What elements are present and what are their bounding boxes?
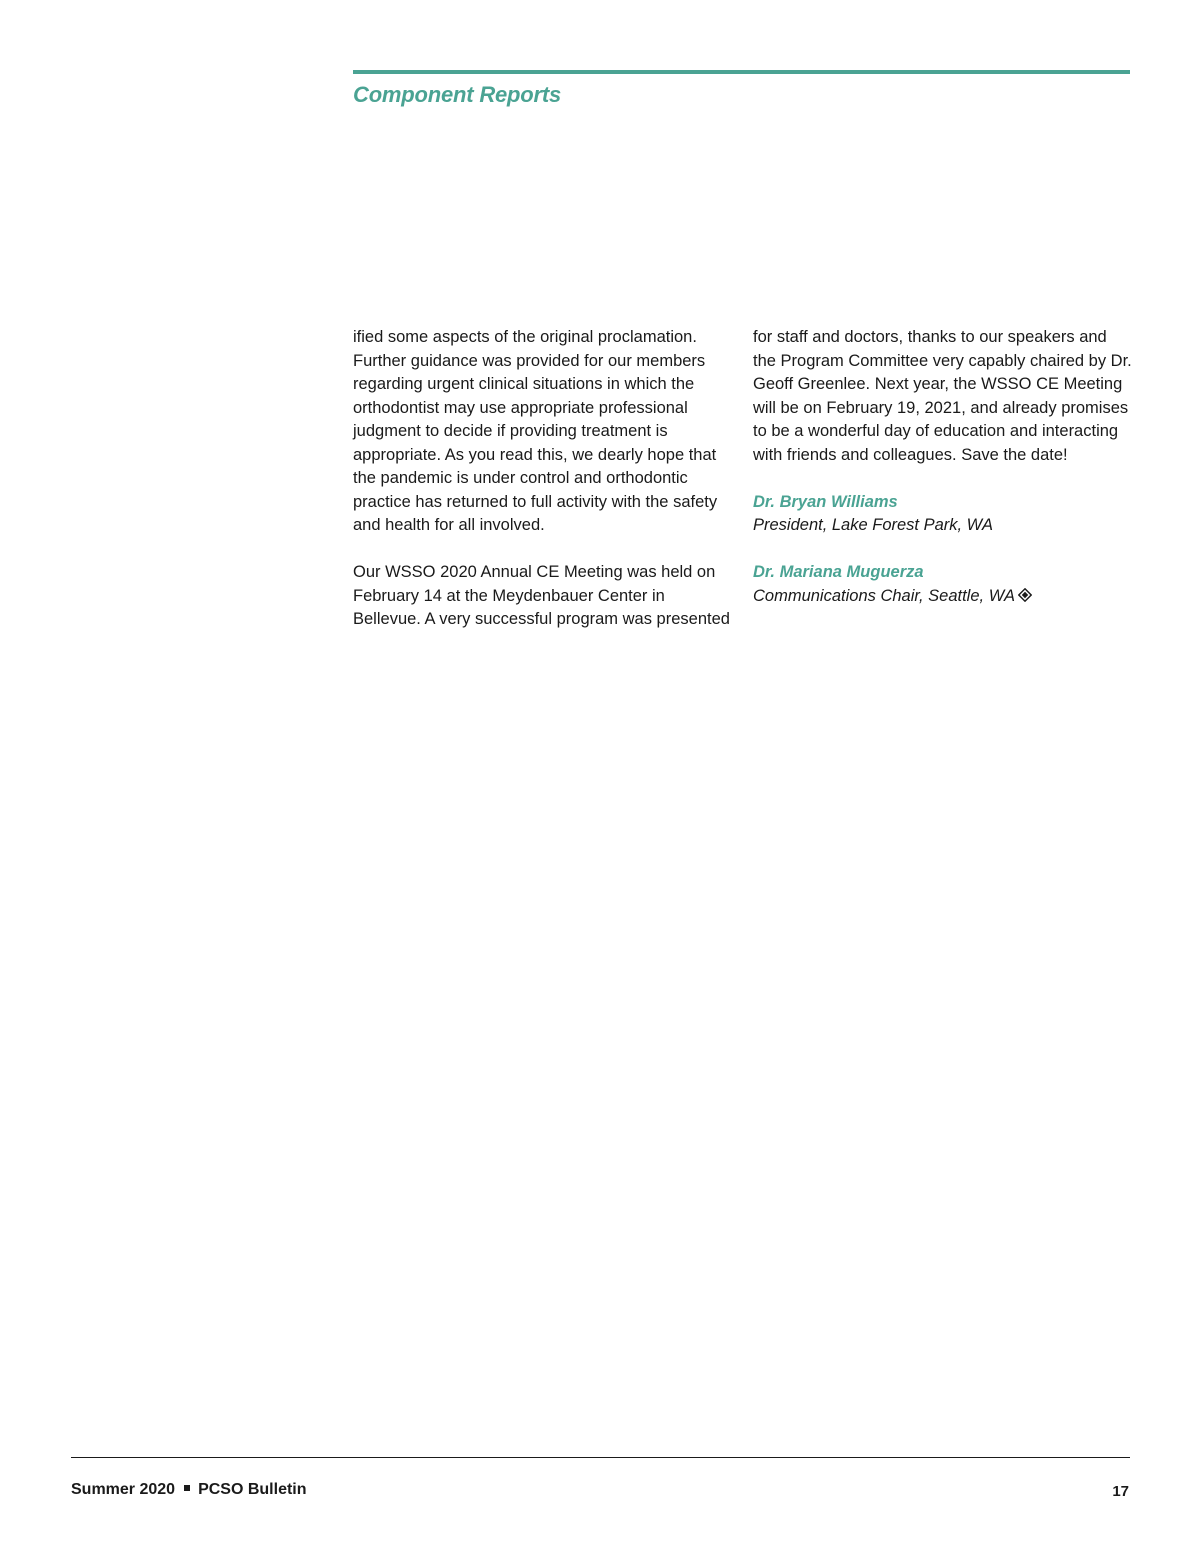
body-paragraph: Our WSSO 2020 Annual CE Meeting was held on February 14 at the Meydenbauer Center in Bellevue. A very successful program was presented — [353, 563, 730, 628]
signature-block — [753, 561, 1133, 608]
signature-block — [753, 491, 1133, 538]
body-paragraph: ified some aspects of the original proclamation. Further guidance was provided for our members regarding urgent clinical situations in which the orthodontist may use appropriate professional judgment to decide if providing treatment is appropriate. As you read this, we dearly hope that the pandemic is under control and orthodontic practice has returned to full activity with the safety and health for all involved. — [353, 328, 718, 534]
signature-title: President, Lake Forest Park, WA — [753, 516, 993, 534]
diamond-end-icon — [1018, 588, 1032, 602]
signature-title: Communications Chair, Seattle, WA — [753, 586, 1015, 605]
footer-issue-line — [71, 1481, 307, 1499]
signature-name: Dr. Bryan Williams — [753, 492, 898, 511]
left-column — [353, 326, 735, 632]
page-number: 17 — [1112, 1483, 1129, 1500]
footer-issue: Summer 2020 — [71, 1481, 176, 1498]
footer-publication: PCSO Bulletin — [198, 1481, 307, 1498]
square-bullet-icon — [184, 1485, 190, 1491]
signature-name: Dr. Mariana Muguerza — [753, 563, 924, 581]
section-title: Component Reports — [353, 82, 562, 107]
right-column — [753, 326, 1133, 608]
header-rule — [353, 70, 1130, 74]
footer-rule — [71, 1457, 1130, 1458]
signature-title-line — [753, 585, 1133, 609]
body-paragraph: for staff and doctors, thanks to our speakers and the Program Committee very capably chaired by Dr. Geoff Greenlee. Next year, the WSSO CE Meeting will be on February 19, 2021, and already promises to be a wonderful day of education and interacting with friends and colleagues. Save the date! — [753, 328, 1132, 464]
